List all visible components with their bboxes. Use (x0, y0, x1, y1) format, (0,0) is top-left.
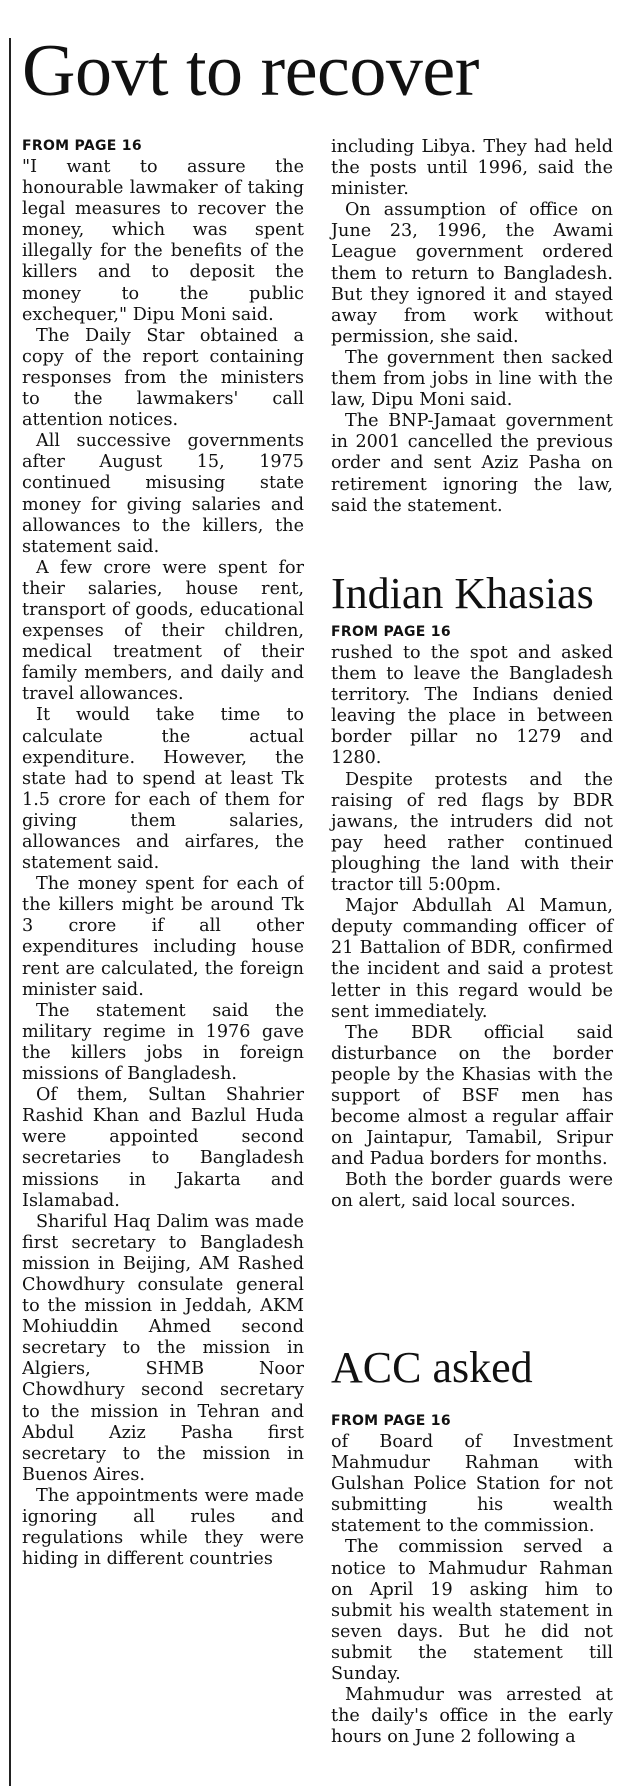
body-paragraph: It would take time to calculate the actual expenditure. However, the state had to spend at least Tk 1.5 crore for each of them for giving them salaries, allowances and airfares, the statement said. (22, 705, 304, 874)
headline-indian-khasias: Indian Khasias (331, 569, 594, 618)
body-paragraph: The appointments were made ignoring all rules and regulations while they were hiding in different countries (22, 1485, 304, 1570)
story-acc-column (331, 1412, 613, 1786)
kicker-from-page: FROM PAGE 16 (331, 624, 451, 640)
body-paragraph: The Daily Star obtained a copy of the report containing responses from the ministers to the lawmakers' call attention notices. (22, 325, 304, 431)
body-paragraph: including Libya. They had held the posts until 1996, said the minister. (331, 137, 613, 200)
headline-acc-asked: ACC asked (331, 1343, 533, 1392)
body-paragraph: rushed to the spot and asked them to leave the Bangladesh territory. The Indians denied leaving the place in between border pillar no 1279 and 1280. (331, 643, 613, 769)
body-paragraph: On assumption of office on June 23, 1996, the Awami League government ordered them to return to Bangladesh. But they ignored it and stayed away from work without permission, she said. (331, 200, 613, 347)
body-paragraph: Despite protests and the raising of red flags by BDR jawans, the intruders did not pay heed rather continued ploughing the land with their tractor till 5:00pm. (331, 769, 613, 896)
body-paragraph: The government then sacked them from jobs in line with the law, Dipu Moni said. (331, 347, 613, 411)
story-main-left-column (22, 137, 304, 1786)
body-paragraph: The statement said the military regime in 1976 gave the killers jobs in foreign missions of Bangladesh. (22, 1000, 304, 1085)
story-khasias-column (331, 623, 613, 1213)
body-paragraph: The BDR official said disturbance on the border people by the Khasias with the support of BSF men has become almost a regular affair on Jaintapur, Tamabil, Sripur and Padua borders for months. (331, 1022, 613, 1170)
body-paragraph: The BNP-Jamaat government in 2001 cancelled the previous order and sent Aziz Pasha on retirement ignoring the law, said the statement. (331, 411, 613, 516)
story-main-right-column (331, 137, 613, 517)
body-paragraph: of Board of Investment Mahmudur Rahman with Gulshan Police Station for not submitting his wealth statement to the commission. (331, 1432, 613, 1537)
body-paragraph: All successive governments after August 15, 1975 continued misusing state money for giving salaries and allowances to the killers, the statement said. (22, 431, 304, 557)
headline-govt-to-recover: Govt to recover (22, 30, 479, 112)
body-paragraph: Of them, Sultan Shahrier Rashid Khan and Bazlul Huda were appointed second secretaries to Bangladesh missions in Jakarta and Islamabad. (22, 1085, 304, 1211)
body-paragraph: "I want to assure the honourable lawmaker of taking legal measures to recover the money, which was spent illegally for the benefits of the killers and to deposit the money to the public exchequer," Dipu Moni said. (22, 157, 304, 325)
body-paragraph: Mahmudur was arrested at the daily's office in the early hours on June 2 following a (331, 1685, 613, 1748)
body-paragraph: A few crore were spent for their salaries, house rent, transport of goods, educational expenses of their children, medical treatment of their family members, and daily and travel allowances. (22, 557, 304, 705)
body-paragraph: Shariful Haq Dalim was made first secretary to Bangladesh mission in Beijing, AM Rashed Chowdhury consulate general to the mission in Jeddah, AKM Mohiuddin Ahmed second secretary to the mission in Algiers, SHMB Noor Chowdhury second secretary to the mission in Tehran and Abdul Aziz Pasha first secretary to the mission in Buenos Aires. (22, 1211, 304, 1485)
body-paragraph: The money spent for each of the killers might be around Tk 3 crore if all other expenditures including house rent are calculated, the foreign minister said. (22, 874, 304, 1000)
body-paragraph: Both the border guards were on alert, said local sources. (331, 1170, 613, 1212)
column-rule (9, 38, 11, 1786)
kicker-from-page: FROM PAGE 16 (22, 138, 142, 154)
kicker-from-page: FROM PAGE 16 (331, 1413, 451, 1429)
body-paragraph: The commission served a notice to Mahmudur Rahman on April 19 asking him to submit his wealth statement in seven days. But he did not submit the statement till Sunday. (331, 1537, 613, 1685)
body-paragraph: Major Abdullah Al Mamun, deputy commanding officer of 21 Battalion of BDR, confirmed the incident and said a protest letter in this regard would be sent immediately. (331, 896, 613, 1022)
